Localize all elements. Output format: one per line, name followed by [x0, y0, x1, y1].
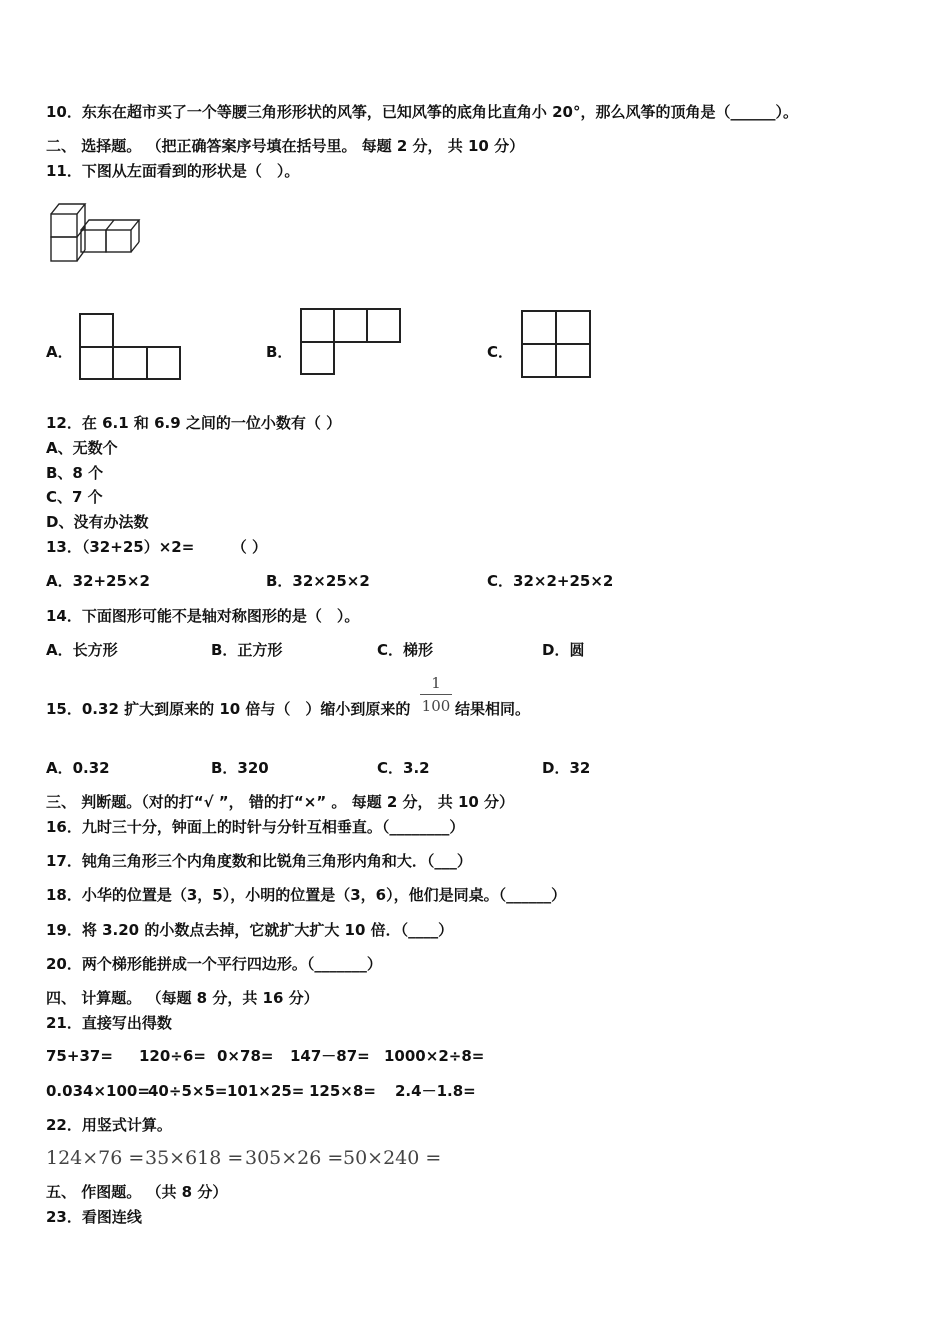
- question-17: 17．钝角三角形三个内角度数和比锐角三角形内角和大．（___）: [46, 852, 472, 870]
- section-4-heading: 四、 计算题。 （每题 8 分，共 16 分）: [46, 989, 319, 1007]
- q15-fraction-numerator: 1: [431, 674, 441, 692]
- question-11: 11．下图从左面看到的形状是（ ）。: [46, 162, 300, 180]
- q15-fraction: [420, 674, 452, 715]
- q21-item: 2.4－1.8=: [395, 1082, 476, 1100]
- question-15-text: 15．0.32 扩大到原来的 10 倍与（ ）缩小到原来的: [46, 700, 411, 718]
- q13-option-a: A．32+25×2: [46, 572, 150, 590]
- question-15-tail: 结果相同。: [455, 700, 531, 718]
- section-3-heading: 三、 判断题。（对的打“√ ”， 错的打“×” 。 每题 2 分， 共 10 分）: [46, 793, 515, 811]
- q11-option-c-shape: [520, 309, 594, 381]
- q11-option-b-label: B．: [266, 343, 293, 361]
- q14-option-d: D．圆: [542, 641, 585, 659]
- q21-item: 1000×2÷8=: [384, 1047, 485, 1065]
- q15-fraction-denominator: 100: [421, 697, 451, 715]
- section-5-heading: 五、 作图题。 （共 8 分）: [46, 1183, 228, 1201]
- q22-item: 124×76 =: [46, 1147, 145, 1169]
- q21-item: 0×78=: [217, 1047, 274, 1065]
- q15-option-d: D．32: [542, 759, 591, 777]
- q11-option-b-shape: [298, 307, 404, 377]
- q21-item: 101×25=: [227, 1082, 305, 1100]
- question-14: 14．下面图形可能不是轴对称图形的是（ ）。: [46, 607, 360, 625]
- q21-item: 40÷5×5=: [148, 1082, 228, 1100]
- q22-item: 50×240 =: [343, 1147, 442, 1169]
- question-23: 23．看图连线: [46, 1208, 142, 1226]
- q15-option-a: A．0.32: [46, 759, 110, 777]
- q12-option-a: A、无数个: [46, 439, 118, 457]
- question-12: 12．在 6.1 和 6.9 之间的一位小数有（ ）: [46, 414, 342, 432]
- question-21: 21．直接写出得数: [46, 1014, 172, 1032]
- q13-option-c: C．32×2+25×2: [487, 572, 614, 590]
- question-18: 18．小华的位置是（3，5），小明的位置是（3，6），他们是同桌。（______）: [46, 886, 567, 904]
- q14-option-c: C．梯形: [377, 641, 434, 659]
- question-19: 19．将 3.20 的小数点去掉，它就扩大扩大 10 倍．（____）: [46, 921, 454, 939]
- q13-option-b: B．32×25×2: [266, 572, 370, 590]
- section-2-heading: 二、 选择题。 （把正确答案序号填在括号里。 每题 2 分， 共 10 分）: [46, 137, 525, 155]
- q12-option-b: B、8 个: [46, 464, 104, 482]
- q11-option-a-label: A．: [46, 343, 73, 361]
- q21-item: 75+37=: [46, 1047, 113, 1065]
- q11-option-a-shape: [78, 312, 184, 382]
- q22-item: 35×618 =: [145, 1147, 244, 1169]
- q15-fraction-bar: [420, 694, 452, 695]
- q15-option-c: C．3.2: [377, 759, 430, 777]
- q21-item: 0.034×100=: [46, 1082, 150, 1100]
- question-10: 10．东东在超市买了一个等腰三角形形状的风筝，已知风筝的底角比直角小 20°，那么风筝的顶角是（______）。: [46, 103, 798, 121]
- q12-option-c: C、7 个: [46, 488, 103, 506]
- cube-figure: [44, 192, 144, 264]
- q21-item: 120÷6=: [139, 1047, 206, 1065]
- q21-item: 147－87=: [290, 1047, 370, 1065]
- q14-option-b: B．正方形: [211, 641, 283, 659]
- question-22: 22．用竖式计算。: [46, 1116, 172, 1134]
- q15-option-b: B．320: [211, 759, 269, 777]
- q14-option-a: A．长方形: [46, 641, 118, 659]
- q11-option-c-label: C．: [487, 343, 514, 361]
- q22-item: 305×26 =: [245, 1147, 344, 1169]
- q12-option-d: D、没有办法数: [46, 513, 149, 531]
- q21-item: 125×8=: [309, 1082, 376, 1100]
- question-16: 16．九时三十分，钟面上的时针与分针互相垂直。（________）: [46, 818, 465, 836]
- question-13: 13．（32+25）×2= （ ）: [46, 538, 267, 556]
- question-20: 20．两个梯形能拼成一个平行四边形。（_______）: [46, 955, 382, 973]
